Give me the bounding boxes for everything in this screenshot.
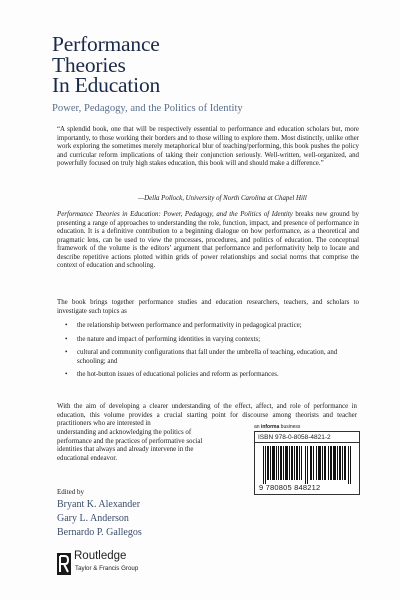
description-paragraph-3-continued: understanding and acknowledging the politics of performance and the practices of performative social identities that always and already intervene in the educational endeavor. [57, 429, 203, 462]
barcode-digits: 9 780805 848212 [259, 483, 321, 492]
isbn-barcode-panel [254, 431, 360, 495]
title-line-1: Performance [52, 32, 160, 56]
list-item: • the hot-button issues of educational policies and reform as performances. [64, 371, 360, 380]
endorsement-attribution: —Della Pollock, University of North Carolina at Chapel Hill [138, 195, 307, 202]
list-item: • the nature and impact of performing identities in varying contexts; [64, 336, 360, 345]
routledge-logo-icon [57, 553, 71, 575]
publisher-group: Taylor & Francis Group [75, 565, 139, 572]
title-line-3: In Education [52, 73, 161, 97]
description-paragraph-1-text: breaks new ground by presenting a range of approaches to understanding the role, function, impact, and presence of performance in education. It is a definitive contribution to a beginning dialogue on how performance, as a theoretical and pragmatic lens, can be used to view the processes, procedures, and politics of education. The conceptual framework of the volume is the editors’ argument that performance and performativity help to locate and describe repetitive actions plotted within grids of power relationships and social norms that comprise the context of education and schooling. [57, 211, 359, 270]
editor-name: Bryant K. Alexander [57, 499, 141, 510]
list-item: • the relationship between performance and performativity in pedagogical practice; [64, 322, 360, 331]
informa-brand: informa [260, 424, 280, 430]
publisher-name: Routledge [74, 550, 127, 562]
description-lead-title: Performance Theories in Education: Power, Pedagogy, and the Politics of Identity [57, 211, 293, 218]
isbn-number: ISBN 978-0-8058-4821-2 [255, 432, 359, 443]
description-paragraph-3: With the aim of developing a clearer understanding of the effect, affect, and role of performance in education, this volume provides a crucial starting point for discourse among theorists and teacher practitioners who are interested in [57, 403, 357, 428]
informa-business-label: an informa business [254, 424, 301, 430]
topics-list [64, 322, 360, 385]
list-item: • cultural and community configurations that fall under the umbrella of teaching, education, and schooling; and [64, 349, 360, 366]
description-paragraph-1 [57, 211, 359, 271]
book-subtitle: Power, Pedagogy, and the Politics of Identity [52, 103, 243, 114]
editor-name: Bernardo P. Gallegos [57, 527, 142, 538]
description-paragraph-2: The book brings together performance studies and education researchers, teachers, and scholars to investigate such topics as [57, 299, 359, 315]
endorsement-quote: “A splendid book, one that will be respectively essential to performance and education scholars but, more importantly, to those working their borders and to those willing to explore them. Most distinctly, unlike other work exploring the sometimes merely metaphorical blur of teaching/performing, this book pushes the policy and curricular reform implications of taking their conjunction seriously. Well-written, well-organized, and powerfully focused on truly high stakes education, this book will and should make a difference.” [57, 126, 359, 168]
barcode-icon [263, 446, 353, 484]
book-title [52, 34, 160, 96]
title-line-2: Theories [52, 52, 126, 77]
edited-by-label: Edited by [57, 488, 85, 496]
editor-name: Gary L. Anderson [57, 513, 129, 524]
